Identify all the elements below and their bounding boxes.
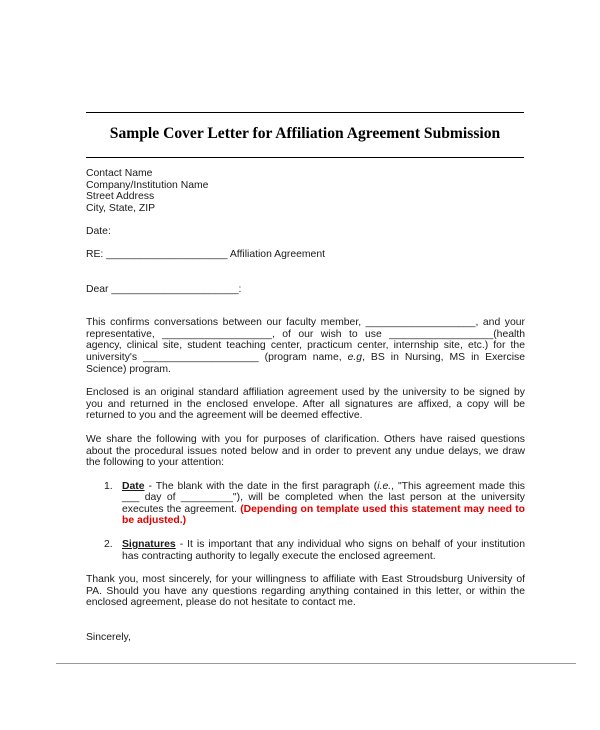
address-line: Contact Name <box>86 168 153 179</box>
item-text: - The blank with the date in the first paragraph ( <box>144 480 378 492</box>
address-line: Street Address <box>86 191 155 203</box>
address-block <box>86 168 525 214</box>
paragraph-enclosed: Enclosed is an original standard affiliation agreement used by the university to be signed by you and returned in the enclosed envelope. After all signatures are affixed, a copy will be returned to you and the agreement will be deemed effective. <box>86 387 525 422</box>
closing: Sincerely, <box>86 632 131 644</box>
template-note: (Depending on template used this statement may need to be adjusted.) <box>122 503 525 527</box>
item-text: , "This agreement made this ___ day of _________"), will be completed when the last person at the university executes the agreement. <box>122 480 525 515</box>
address-line: Company/Institution Name <box>86 179 209 191</box>
term-date: Date <box>122 480 145 492</box>
letter-body <box>86 168 525 644</box>
list-item-date <box>86 481 525 527</box>
term-signatures: Signatures <box>122 539 176 551</box>
title-underline <box>86 157 524 158</box>
list-item-signatures <box>86 539 525 562</box>
paragraph-clarification: We share the following with you for purposes of clarification. Others have raised questions about the procedural issues noted below and in order to prevent any undue delays, we draw the following to your attention: <box>86 433 525 469</box>
item-text: - It is important that any individual who signs on behalf of your institution has contracting authority to legally execute the enclosed agreement. <box>122 539 525 562</box>
salutation: Dear ______________________: <box>86 283 242 295</box>
list-number: 2. <box>104 539 113 551</box>
re-line: RE: _____________________ Affiliation Agreement <box>86 248 325 260</box>
paragraph-confirmation <box>86 317 525 375</box>
list-number: 1. <box>104 480 113 492</box>
paragraph-thanks: Thank you, most sincerely, for your willingness to affiliate with East Stroudsburg University of PA. Should you have any questions regarding anything contained in this letter, or within the enclosed agreement, please do not hesitate to contact me. <box>86 574 525 609</box>
paragraph-text: This confirms conversations between our faculty member, ___________________, and your representative, ___________________, of our wish to use __________________(health agency, clinical site, student teaching center, practicum center, internship site, etc.) for the university's ____________________ (program name, <box>86 317 525 363</box>
eg-abbrev: e.g <box>347 351 363 363</box>
paragraph-text: , BS in Nursing, MS in Exercise Science) program. <box>86 351 525 375</box>
ie-abbrev: i.e. <box>377 480 392 492</box>
top-rule <box>86 112 524 113</box>
bottom-rule <box>56 663 576 664</box>
document-title: Sample Cover Letter for Affiliation Agreement Submission <box>109 125 501 142</box>
address-line: City, State, ZIP <box>86 202 156 214</box>
date-line: Date: <box>86 226 111 238</box>
